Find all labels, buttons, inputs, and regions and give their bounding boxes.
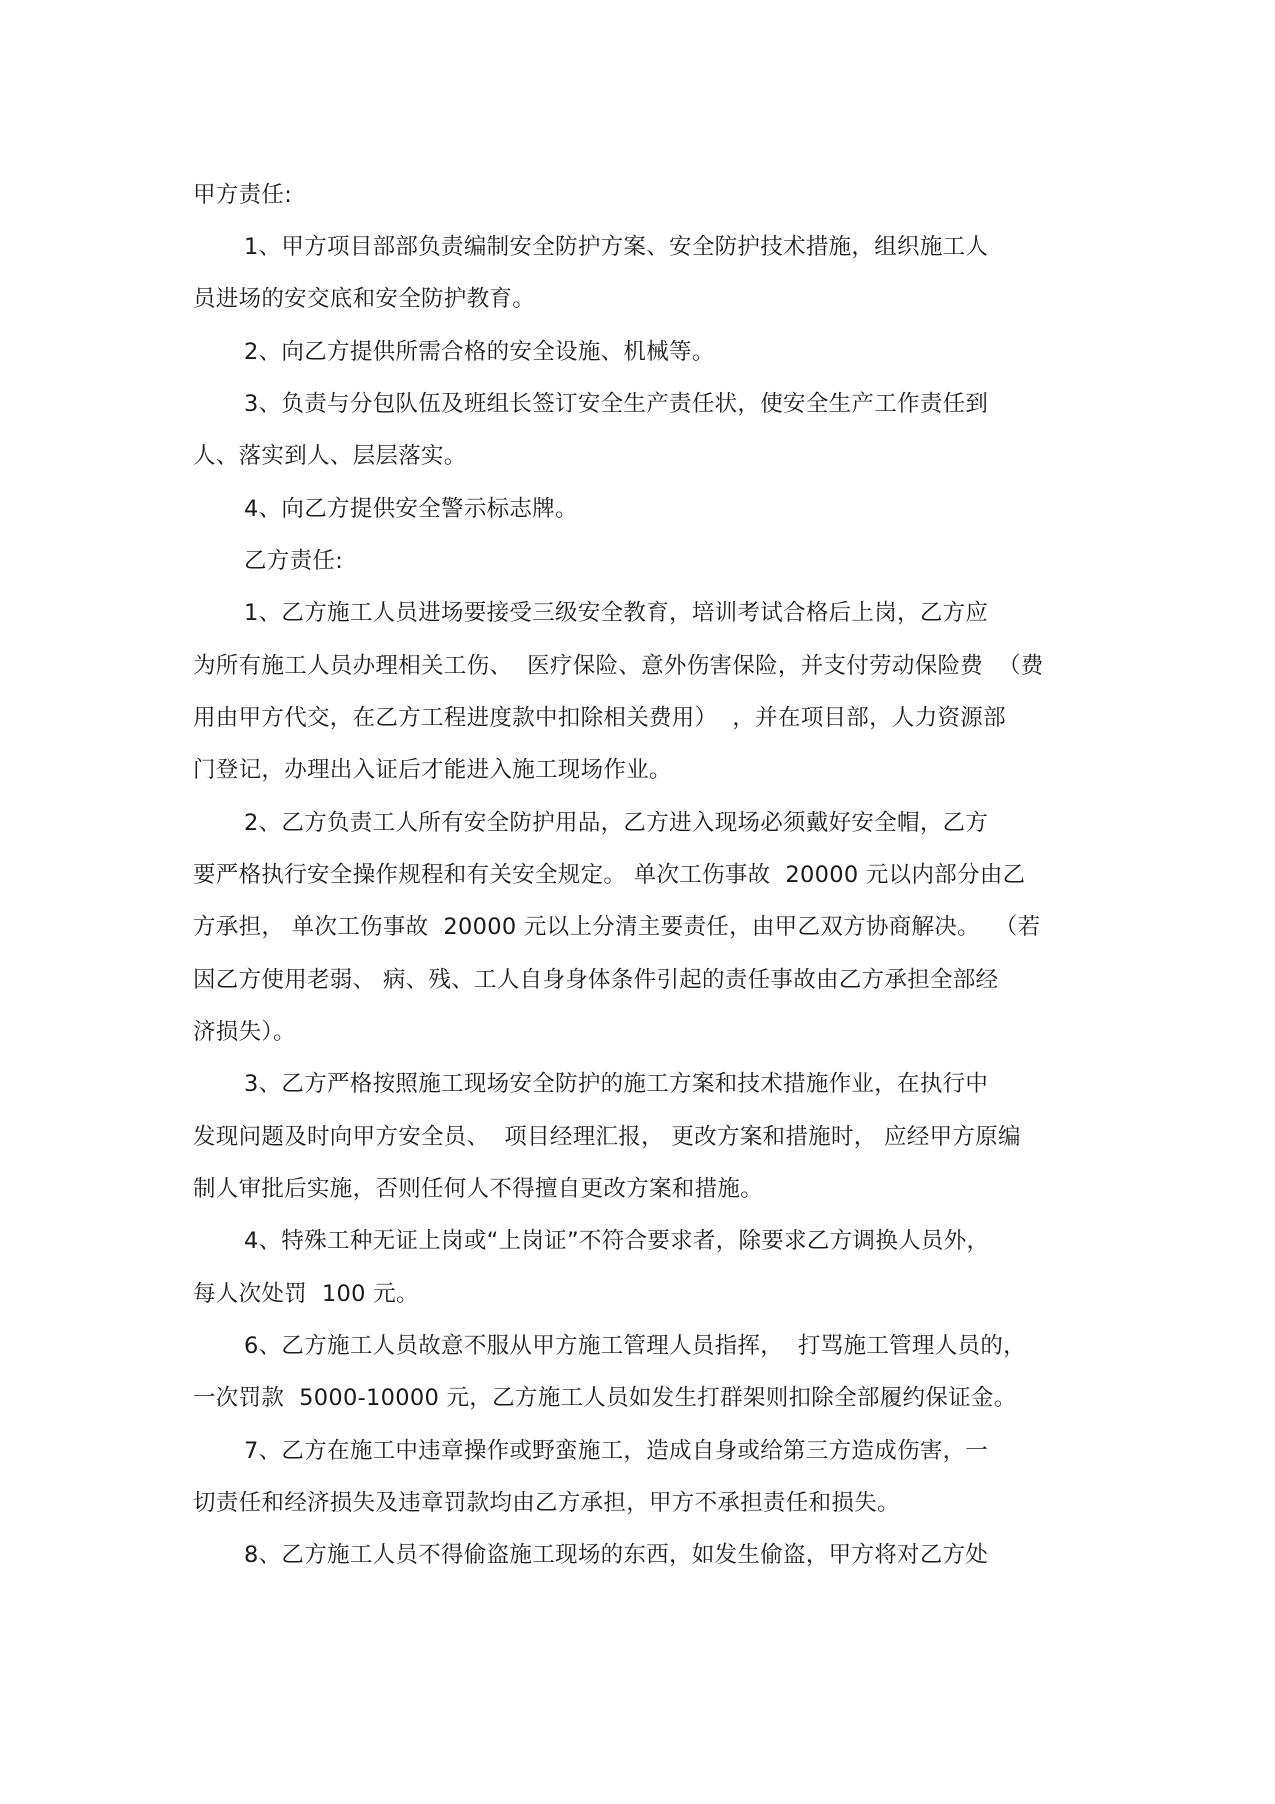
heading-party-a: 甲方责任: [193,182,293,208]
text-line: 4、特殊工种无证上岗或“上岗证”不符合要求者，除要求乙方调换人员外， [244,1228,990,1254]
text-line: 每人次处罚 100 元。 [193,1281,419,1307]
text-line: 1、甲方项目部部负责编制安全防护方案、安全防护技术措施，组织施工人 [244,234,989,260]
text-line: 4、向乙方提供安全警示标志牌。 [244,496,578,522]
text-line: 2、乙方负责工人所有安全防护用品，乙方进入现场必须戴好安全帽，乙方 [244,810,989,836]
text-line: 2、向乙方提供所需合格的安全设施、机械等。 [244,339,715,365]
text-line: 7、乙方在施工中违章操作或野蛮施工，造成自身或给第三方造成伤害，一 [244,1438,989,1464]
text-line: 切责任和经济损失及违章罚款均由乙方承担，甲方不承担责任和损失。 [193,1490,900,1516]
text-line: 发现问题及时向甲方安全员、 项目经理汇报， 更改方案和措施时， 应经甲方原编 [193,1124,1021,1150]
text-line: 人、落实到人、层层落实。 [193,443,467,469]
text-line: 要严格执行安全操作规程和有关安全规定。 单次工伤事故 20000 元以内部分由乙 [193,862,1026,888]
text-line: 因乙方使用老弱、 病、残、工人自身身体条件引起的责任事故由乙方承担全部经 [193,967,999,993]
text-line: 用由甲方代交，在乙方工程进度款中扣除相关费用） ，并在项目部，人力资源部 [193,705,1006,731]
text-line: 济损失）。 [193,1019,296,1045]
heading-party-b: 乙方责任: [244,548,344,574]
text-line: 1、乙方施工人员进场要接受三级安全教育，培训考试合格后上岗，乙方应 [244,600,989,626]
text-line: 为所有施工人员办理相关工伤、 医疗保险、意外伤害保险，并支付劳动保险费 （费 [193,653,1044,679]
text-line: 6、乙方施工人员故意不服从甲方施工管理人员指挥， 打骂施工管理人员的， [244,1333,1026,1359]
text-line: 8、乙方施工人员不得偷盗施工现场的东西，如发生偷盗，甲方将对乙方处 [244,1542,989,1568]
text-line: 员进场的安交底和安全防护教育。 [193,286,536,312]
text-line: 3、乙方严格按照施工现场安全防护的施工方案和技术措施作业，在执行中 [244,1071,989,1097]
text-line: 方承担， 单次工伤事故 20000 元以上分清主要责任，由甲乙双方协商解决。 （若 [193,914,1041,940]
text-line: 制人审批后实施，否则任何人不得擅自更改方案和措施。 [193,1176,764,1202]
text-line: 一次罚款 5000-10000 元，乙方施工人员如发生打群架则扣除全部履约保证金。 [193,1385,1017,1411]
text-line: 3、负责与分包队伍及班组长签订安全生产责任状，使安全生产工作责任到 [244,391,989,417]
text-line: 门登记，办理出入证后才能进入施工现场作业。 [193,757,672,783]
